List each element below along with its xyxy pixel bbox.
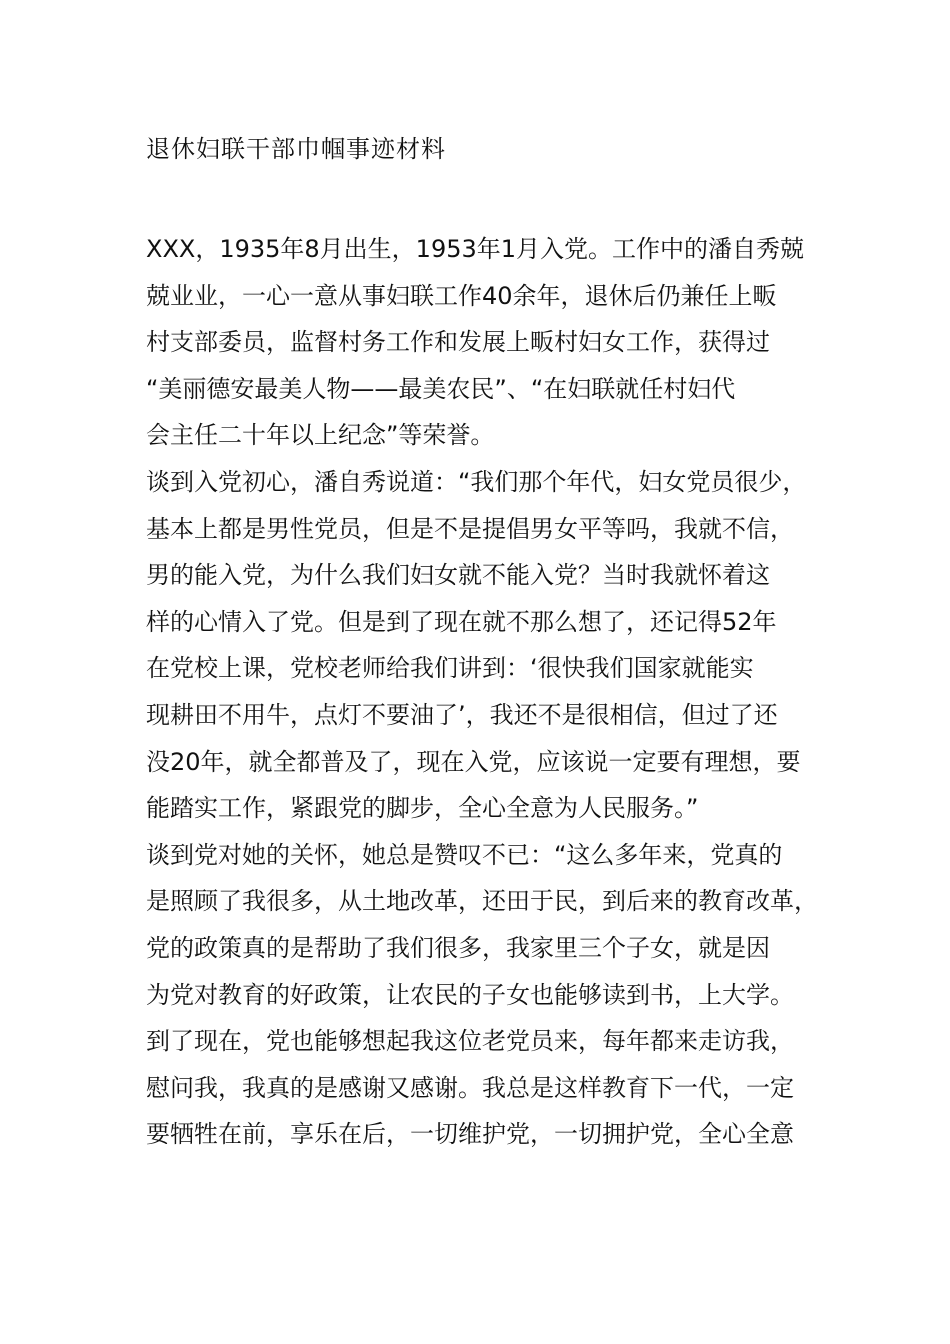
- text-line: 男的能入党，为什么我们妇女就不能入党？当时我就怀着这: [146, 561, 770, 590]
- document-title: 退休妇联干部巾帼事迹材料: [146, 135, 446, 163]
- document-body: [146, 226, 826, 1158]
- text-line: 在党校上课，党校老师给我们讲到：‘很快我们国家就能实: [146, 654, 754, 683]
- text-line: “美丽德安最美人物——最美农民”、“在妇联就任村妇代: [146, 374, 736, 403]
- text-line: 没20年，就全都普及了，现在入党，应该说一定要有理想，要: [146, 747, 801, 776]
- text-line: 现耕田不用牛，点灯不要油了’，我还不是很相信，但过了还: [146, 700, 778, 729]
- text-line: 兢业业，一心一意从事妇联工作40余年，退休后仍兼任上畈: [146, 281, 777, 310]
- text-line: 为党对教育的好政策，让农民的子女也能够读到书，上大学。: [146, 980, 794, 1009]
- text-line: 样的心情入了党。但是到了现在就不那么想了，还记得52年: [146, 607, 777, 636]
- text-line: 会主任二十年以上纪念”等荣誉。: [146, 421, 495, 450]
- text-line: 要牺牲在前，享乐在后，一切维护党，一切拥护党，全心全意: [146, 1120, 794, 1149]
- text-line: 是照顾了我很多，从土地改革，还田于民，到后来的教育改革，: [146, 887, 818, 916]
- text-line: 村支部委员，监督村务工作和发展上畈村妇女工作，获得过: [146, 328, 770, 357]
- text-line: 慰问我，我真的是感谢又感谢。我总是这样教育下一代，一定: [146, 1073, 794, 1102]
- text-line: 谈到党对她的关怀，她总是赞叹不已：“这么多年来，党真的: [146, 840, 783, 869]
- text-line: 党的政策真的是帮助了我们很多，我家里三个子女，就是因: [146, 933, 770, 962]
- text-line: 谈到入党初心，潘自秀说道：“我们那个年代，妇女党员很少，: [146, 467, 807, 496]
- text-line: 能踏实工作，紧跟党的脚步，全心全意为人民服务。”: [146, 794, 699, 823]
- text-line: 基本上都是男性党员，但是不是提倡男女平等吗，我就不信，: [146, 514, 794, 543]
- text-line: 到了现在，党也能够想起我这位老党员来，每年都来走访我，: [146, 1027, 794, 1056]
- text-line: XXX，1935年8月出生，1953年1月入党。工作中的潘自秀兢: [146, 235, 805, 263]
